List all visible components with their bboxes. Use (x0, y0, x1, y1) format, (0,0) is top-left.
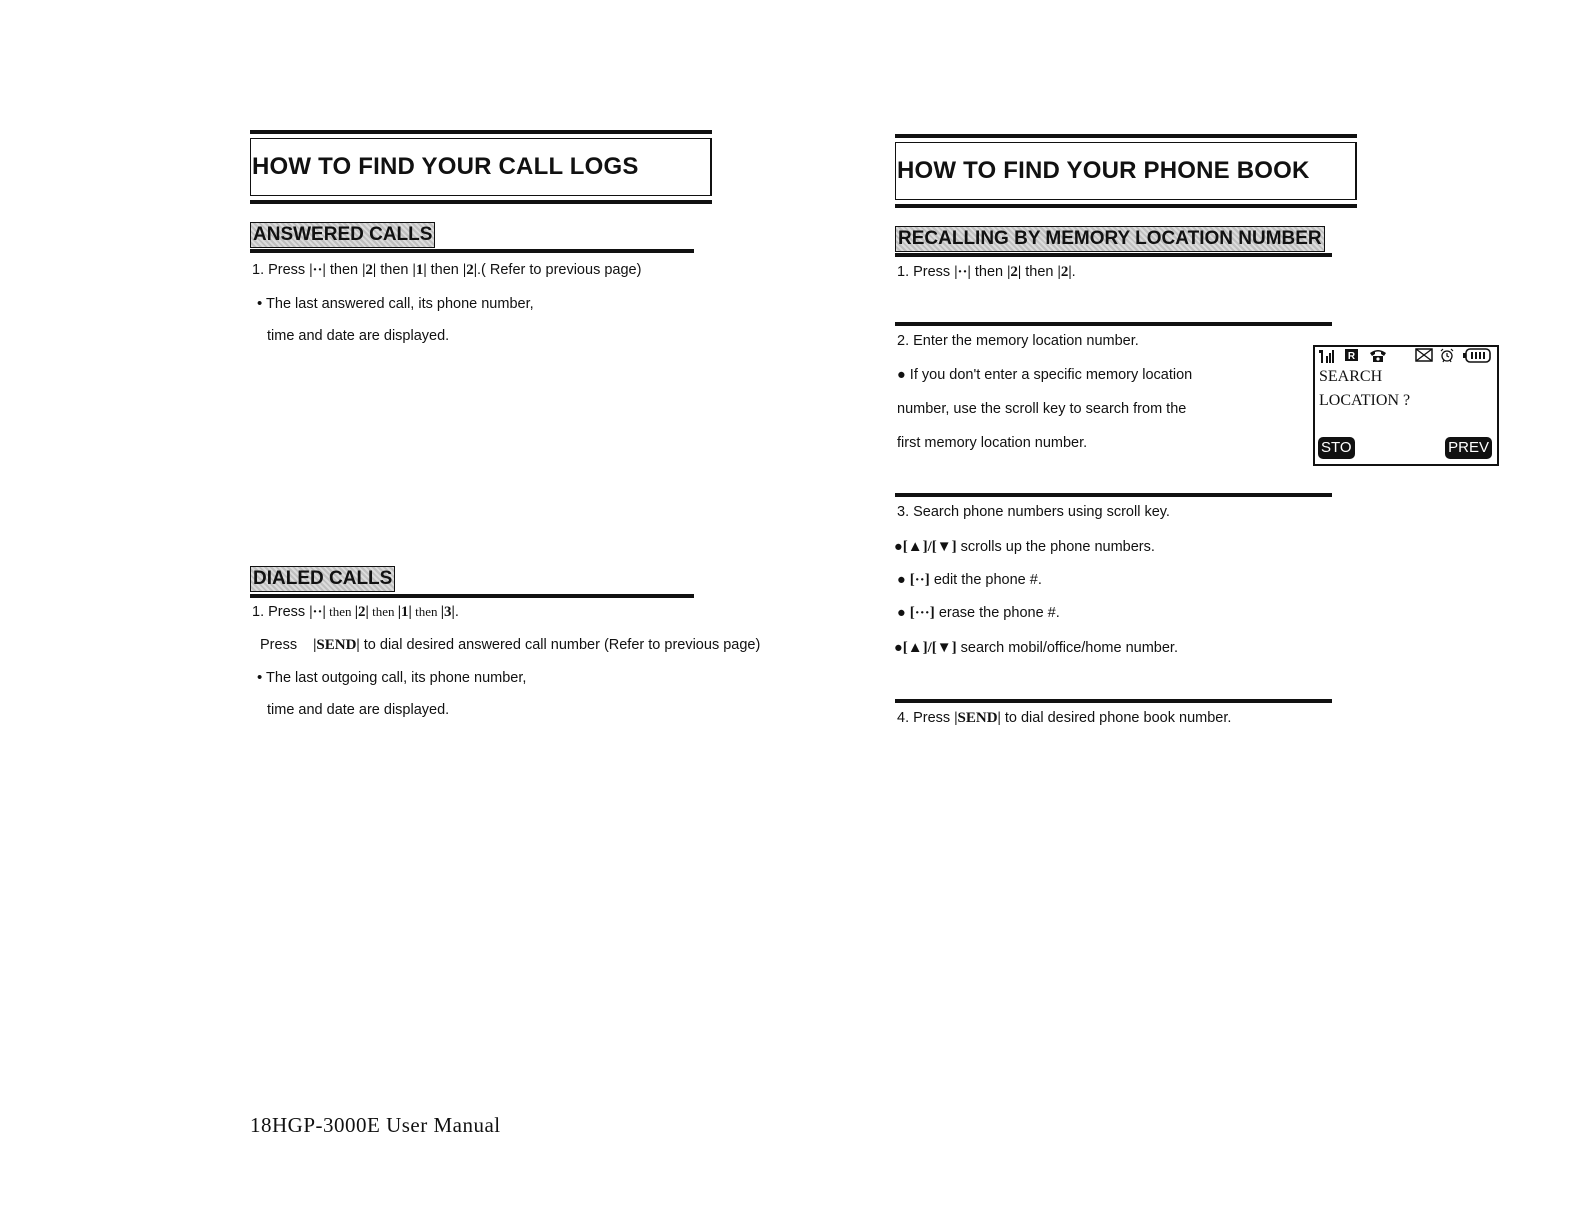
press-label: Press (260, 637, 298, 653)
step-3-item (894, 640, 1178, 657)
edit-key: [··] (909, 572, 930, 588)
menu-key: |··| (309, 604, 326, 620)
softkey-prev: PREV (1445, 437, 1492, 459)
display-line-2: LOCATION ? (1319, 392, 1411, 409)
bullet-icon: ● (897, 572, 906, 588)
send-key: |SEND| (313, 637, 360, 653)
step-text: 1. Press (252, 262, 310, 278)
step-text: .( Refer to previous page) (477, 262, 642, 278)
dialed-send-instruction (260, 637, 760, 654)
step-text: then (376, 262, 413, 278)
note-text: The last answered call, its phone number, (266, 296, 534, 312)
section-rule (895, 253, 1332, 257)
bullet-icon: ● (897, 367, 906, 383)
key-2: |2| (1057, 264, 1072, 280)
step-text: then (970, 264, 1008, 280)
section-rule (250, 249, 694, 253)
call-logs-title-box (250, 130, 712, 204)
phonebook-step-2: 2. Enter the memory location number. (897, 333, 1139, 349)
step-text: then (426, 262, 463, 278)
item-text: search mobil/office/home number. (956, 640, 1178, 656)
answered-step-1 (252, 262, 641, 279)
step-text: 1. Press (897, 264, 955, 280)
answered-calls-heading: ANSWERED CALLS (250, 222, 435, 248)
bullet-icon: • (257, 669, 263, 686)
note-text: If you don't enter a specific memory location (909, 367, 1193, 383)
step-text: then (411, 604, 441, 619)
phone-book-title-box (895, 134, 1357, 208)
step-text: then (1021, 264, 1058, 280)
softkey-sto: STO (1318, 437, 1355, 459)
phonebook-step-4 (897, 710, 1231, 727)
step-text: then (325, 262, 363, 278)
menu-key: |··| (954, 264, 971, 280)
send-key: |SEND| (954, 710, 1001, 726)
step-text: . (1071, 264, 1076, 280)
battery-icon (1463, 348, 1491, 366)
phonebook-step-1 (897, 264, 1076, 281)
step-text: . (454, 604, 459, 620)
page-title: HOW TO FIND YOUR CALL LOGS (252, 153, 639, 180)
envelope-icon (1415, 348, 1433, 366)
key-2: |2| (354, 604, 369, 620)
dialed-step-1 (252, 604, 459, 621)
step-2-note-continued: first memory location number. (897, 435, 1088, 451)
item-text: edit the phone #. (929, 572, 1042, 588)
section-rule (250, 594, 694, 598)
scroll-keys: [▲]/[▼] (902, 539, 957, 555)
bullet-icon: ● (894, 640, 903, 656)
answered-note-continued: time and date are displayed. (267, 328, 450, 344)
roaming-icon (1345, 348, 1359, 366)
bullet-icon: ● (897, 605, 906, 621)
phone-icon (1369, 348, 1387, 366)
step-2-note-continued: number, use the scroll key to search from the (897, 401, 1187, 417)
step-3-item (897, 605, 1060, 622)
scroll-keys: [▲]/[▼] (902, 640, 957, 656)
key-1: |1| (397, 604, 412, 620)
note-text: The last outgoing call, its phone number, (266, 670, 527, 686)
dialed-note-continued: time and date are displayed. (267, 702, 450, 718)
display-line-1: SEARCH (1319, 368, 1383, 385)
bullet-icon: ● (894, 539, 903, 555)
phone-display-illustration (1313, 345, 1499, 466)
menu-key: |··| (309, 262, 326, 278)
step-3-item (894, 539, 1155, 556)
step-text: 1. Press (252, 604, 310, 620)
instruction-text: to dial desired answered call number (Refer to previous page) (359, 637, 761, 653)
key-3: |3| (440, 604, 455, 620)
answered-note (257, 295, 534, 312)
section-rule (895, 322, 1332, 326)
step-2-note (897, 367, 1192, 383)
section-rule (895, 493, 1332, 497)
key-2: |2| (462, 262, 478, 278)
step-text: 4. Press (897, 710, 955, 726)
item-text: scrolls up the phone numbers. (956, 539, 1155, 555)
signal-icon (1319, 348, 1335, 366)
step-3-item (897, 572, 1042, 589)
key-2: |2| (1007, 264, 1022, 280)
recalling-heading: RECALLING BY MEMORY LOCATION NUMBER (895, 226, 1325, 252)
section-rule (895, 699, 1332, 703)
svg-text:R: R (1347, 351, 1356, 362)
key-1: |1| (412, 262, 427, 278)
step-text: then (368, 604, 398, 619)
dialed-note (257, 669, 526, 686)
step-text: then (325, 604, 355, 619)
erase-key: [···] (909, 605, 935, 621)
status-bar (1317, 348, 1493, 368)
key-2: |2| (362, 262, 377, 278)
step-text: to dial desired phone book number. (1000, 710, 1232, 726)
page-footer: 18HGP-3000E User Manual (250, 1113, 501, 1137)
alarm-icon (1439, 348, 1455, 366)
dialed-calls-heading: DIALED CALLS (250, 566, 395, 592)
item-text: erase the phone #. (934, 605, 1060, 621)
page-title: HOW TO FIND YOUR PHONE BOOK (897, 157, 1310, 184)
bullet-icon: • (257, 295, 263, 312)
phonebook-step-3: 3. Search phone numbers using scroll key. (897, 504, 1170, 520)
